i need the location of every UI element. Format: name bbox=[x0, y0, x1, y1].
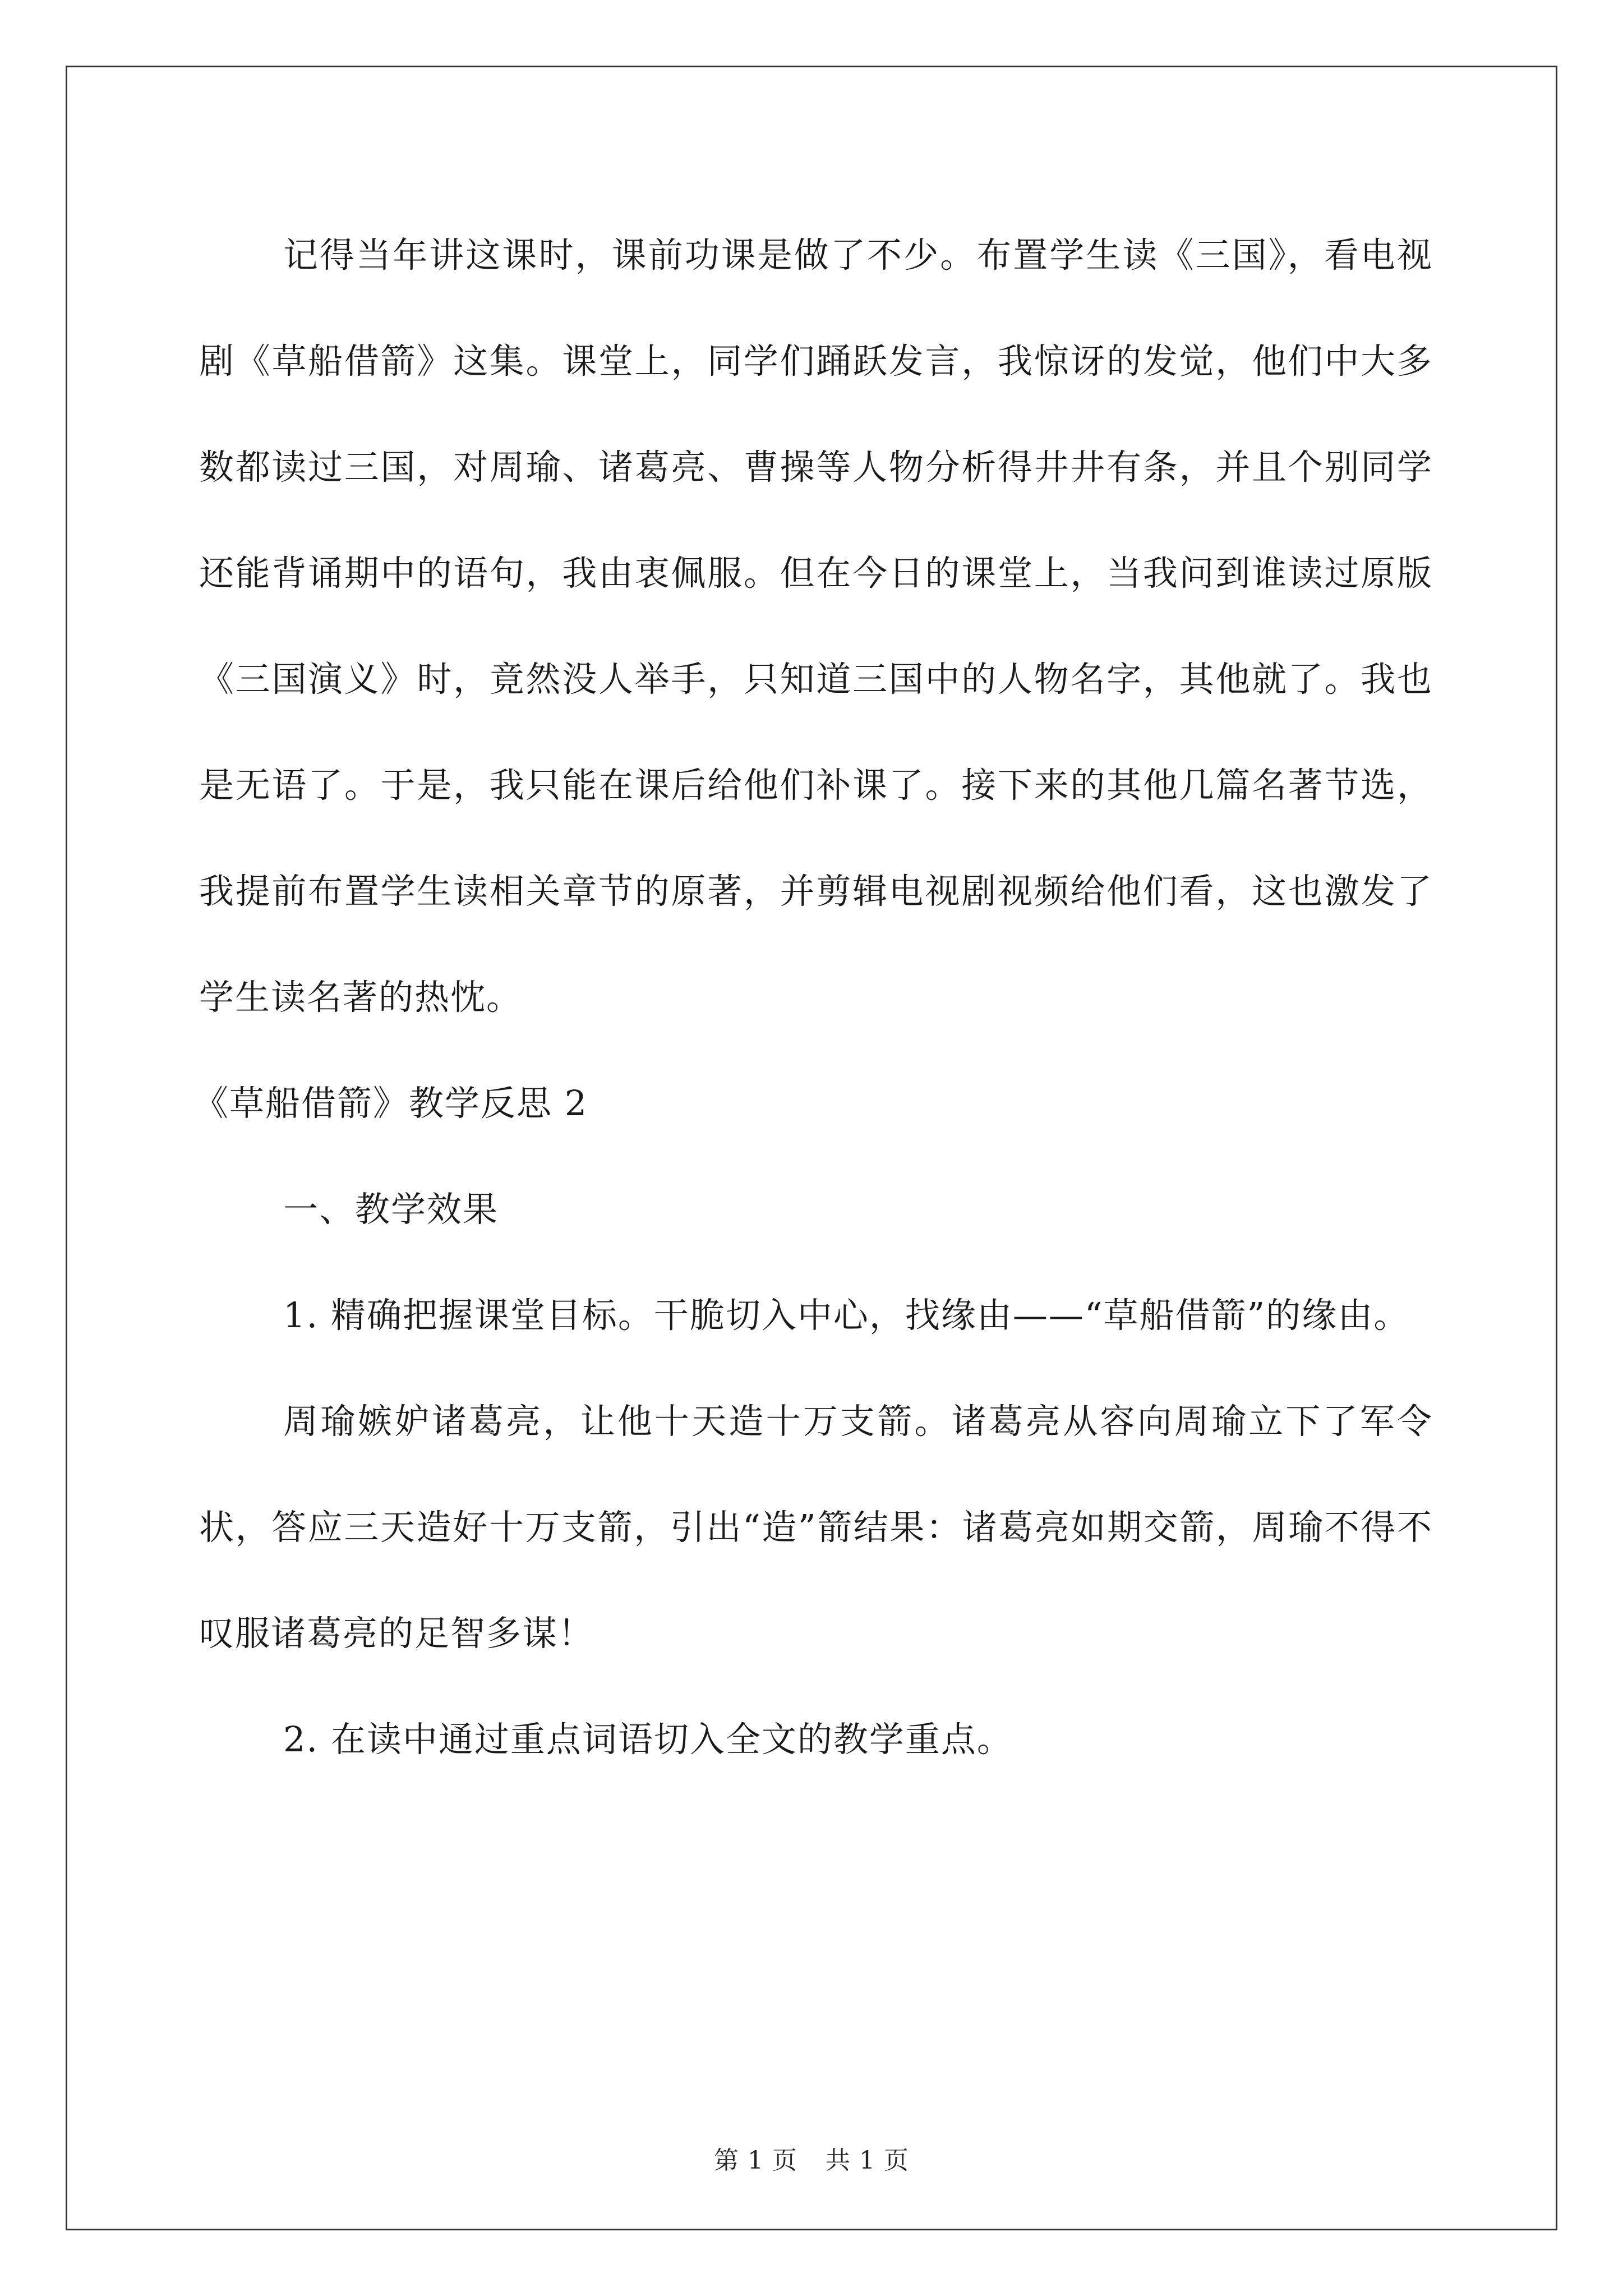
paragraph-intro: 记得当年讲这课时，课前功课是做了不少。布置学生读《三国》，看电视剧《草船借箭》这集。课堂上，同学们踊跃发言，我惊讶的发觉，他们中大多数都读过三国，对周瑜、诸葛亮、曹操等人物分析得井井有条，并且个别同学还能背诵期中的语句，我由衷佩服。但在今日的课堂上，当我问到谁读过原版《三国演义》时，竟然没人举手，只知道三国中的人物名字，其他就了。我也是无语了。于是，我只能在课后给他们补课了。接下来的其他几篇名著节选，我提前布置学生读相关章节的原著，并剪辑电视剧视频给他们看，这也激发了学生读名著的热忱。 bbox=[199, 234, 1433, 1018]
page-number: 第 1 页 bbox=[714, 2146, 797, 2175]
section-title: 《草船借箭》教学反思 2 bbox=[193, 1083, 588, 1124]
paragraph-point-1: 1. 精确把握课堂目标。干脆切入中心，找缘由——“草船借箭”的缘由。 bbox=[283, 1295, 1410, 1336]
page-total: 共 1 页 bbox=[826, 2146, 909, 2175]
paragraph-point-2: 2. 在读中通过重点词语切入全文的教学重点。 bbox=[283, 1719, 1013, 1760]
page-footer bbox=[0, 2140, 1623, 2176]
paragraph-zhouyu: 周瑜嫉妒诸葛亮，让他十天造十万支箭。诸葛亮从容向周瑜立下了军令状，答应三天造好十万支箭，引出“造”箭结果：诸葛亮如期交箭，周瑜不得不叹服诸葛亮的足智多谋！ bbox=[199, 1401, 1433, 1654]
document-body bbox=[193, 202, 1433, 1792]
subheading-teaching-effect: 一、教学效果 bbox=[283, 1189, 499, 1230]
